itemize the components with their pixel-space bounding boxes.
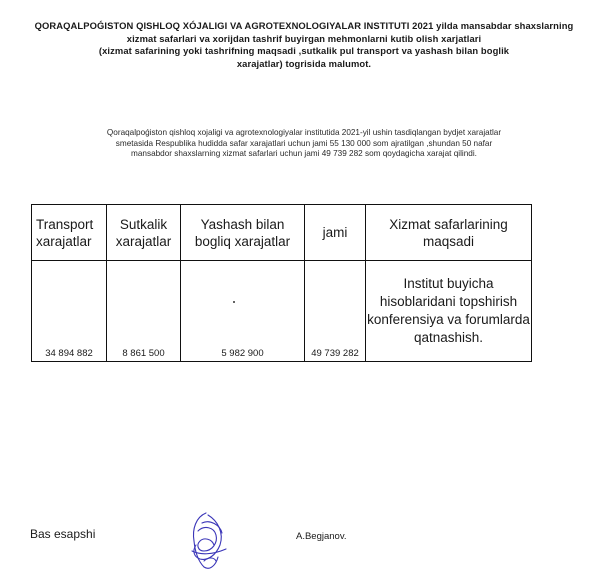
title-line: xarajatlar) togrisida malumot. [236, 57, 372, 69]
cell-living: 5 982 900 [181, 261, 305, 362]
header-living: Yashash bilan bogliq xarajatlar [181, 205, 305, 261]
signatory-name: A.Begjanov. [296, 531, 347, 542]
signatory-title: Bas esapshi [30, 527, 96, 541]
header-total: jami [305, 205, 366, 261]
table-header-row [32, 205, 532, 261]
stray-mark [233, 301, 235, 303]
signature-icon [186, 511, 232, 571]
cell-total: 49 739 282 [305, 261, 366, 362]
table-row [32, 261, 532, 362]
intro-line: smetasida Respublika hudidda safar xarajatlari uchun jami 55 130 000 som ajratilgan ,shundan 50 nafar [115, 138, 493, 148]
title-line: xizmat safarlari va xorijdan tashrif buyirgan mehmonlarni kutib olish xarjatlari [126, 32, 482, 44]
cell-daily: 8 861 500 [107, 261, 181, 362]
header-transport: Transport xarajatlar [32, 205, 107, 261]
expenses-table [31, 204, 532, 362]
header-daily: Sutkalik xarajatlar [107, 205, 181, 261]
title-line: (xizmat safarining yoki tashrifning maqsadi ,sutkalik pul transport va yashash bilan boglik [98, 45, 510, 57]
document-title [8, 20, 600, 70]
cell-purpose: Institut buyicha hisoblaridani topshirish konferensiya va forumlarda qatnashish. [366, 261, 532, 362]
title-line: QORAQALPOǴISTON QISHLOQ XÓJALIGI VA AGROTEXNOLOGIYALAR INSTITUTI 2021 yilda mansabdar shaxslarning [34, 20, 574, 31]
intro-paragraph [20, 128, 588, 160]
intro-line: Qoraqalpoǵiston qishloq xojaligi va agrotexnologiyalar institutida 2021-yil ushin tasdiqlangan bydjet xarajatlar [106, 128, 502, 137]
header-purpose: Xizmat safarlarining maqsadi [366, 205, 532, 261]
cell-transport: 34 894 882 [32, 261, 107, 362]
intro-line: mansabdor shaxslarning xizmat safarlari uchun jami 49 739 282 som qoydagicha xarajat qilindi. [131, 149, 477, 159]
